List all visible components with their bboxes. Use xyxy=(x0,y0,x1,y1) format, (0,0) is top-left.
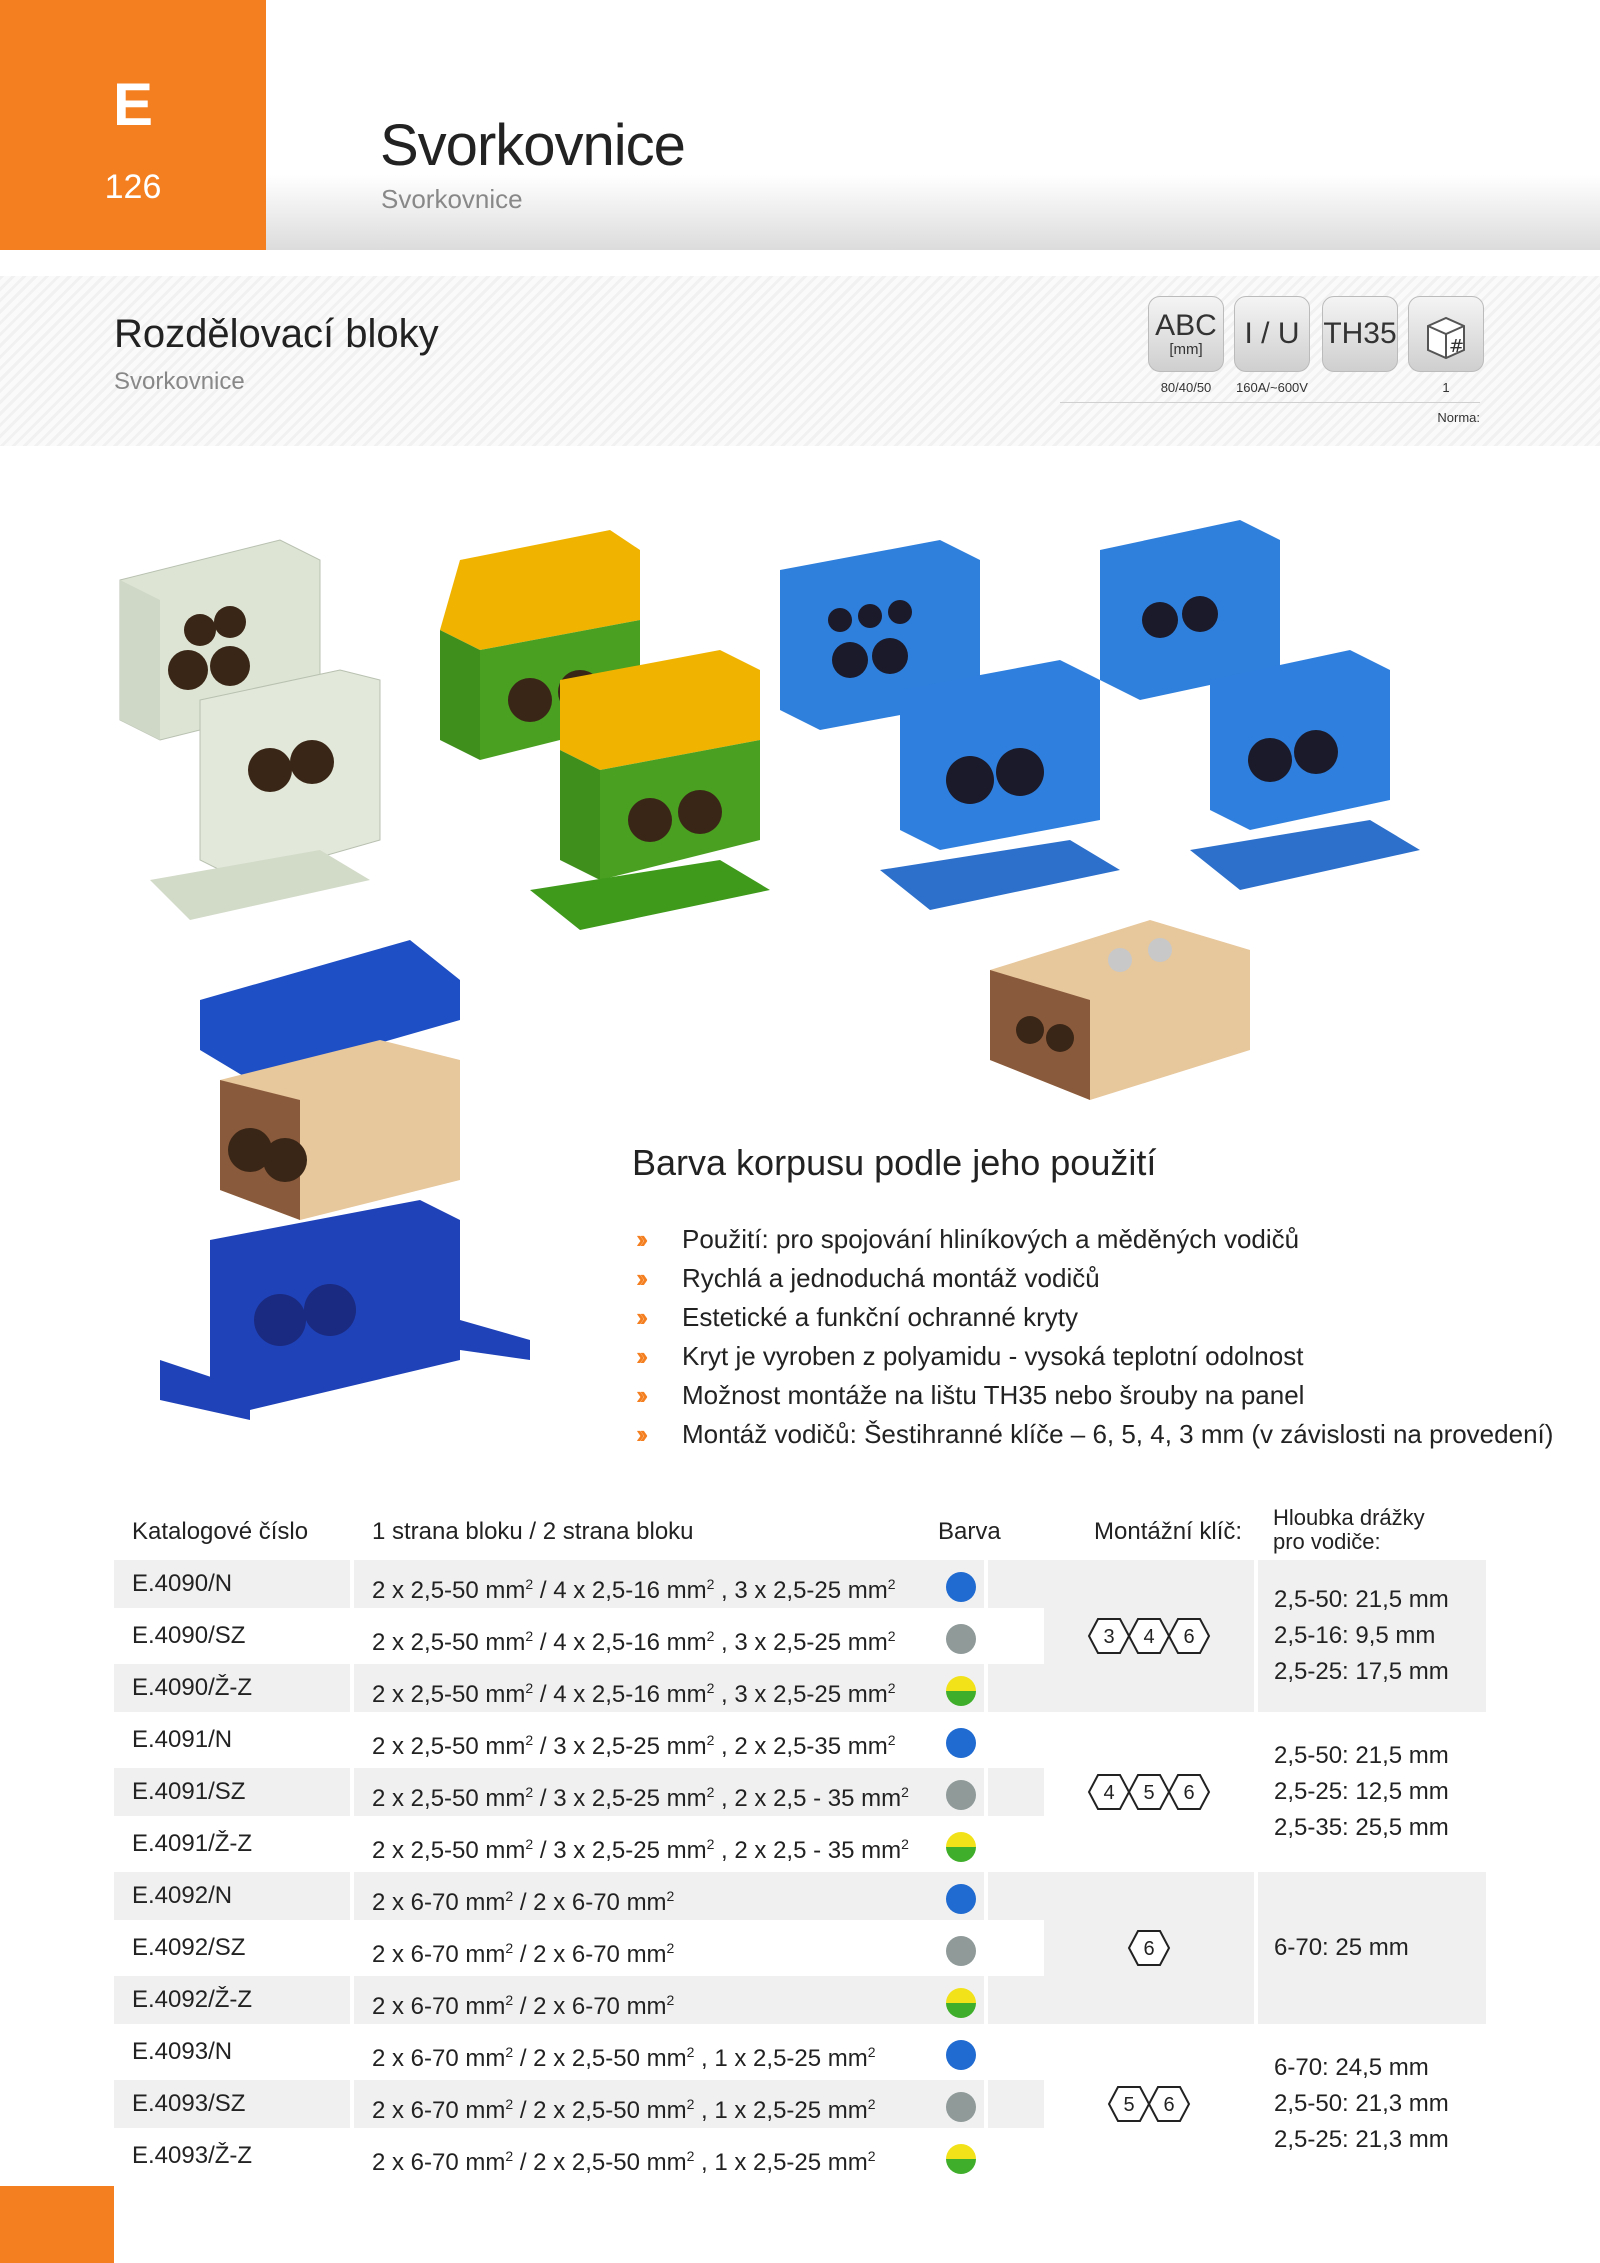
chevron-right-icon: ›› xyxy=(636,1341,644,1371)
product-subtitle: Svorkovnice xyxy=(114,368,245,395)
feature-item: ›› Možnost montáže na lištu TH35 nebo šrouby na panel xyxy=(636,1376,1553,1415)
feature-item: ›› Montáž vodičů: Šestihranné klíče – 6, 5, 4, 3 mm (v závislosti na provedení) xyxy=(636,1415,1553,1454)
feature-item: ›› Estetické a funkční ochranné kryty xyxy=(636,1298,1553,1337)
svg-text:5: 5 xyxy=(1143,1782,1155,1804)
groove-depth: 6-70: 24,5 mm 2,5-50: 21,3 mm 2,5-25: 21,3 mm xyxy=(1274,2054,1449,2153)
catalog-number: E.4091/SZ xyxy=(132,1778,246,1805)
header-sides: 1 strana bloku / 2 strana bloku xyxy=(372,1518,694,1545)
hex-key-icon xyxy=(1087,1773,1131,1811)
block-sides: 2 x 6-70 $mm^2 / 2$ x 2,5-50 $mm^2$ , 1 x 2,5-25 $mm^2$ xyxy=(372,2148,876,2176)
block-sides: 2 x 2,5-50 $mm^2 / 4$ x 2,5-16 $mm^2$ , 3 x 2,5-25 $mm^2$ xyxy=(372,1680,896,1708)
blue-block-photo xyxy=(780,520,1420,910)
groove-depth: 6-70: 25 mm xyxy=(1274,1934,1409,1961)
hex-key-icon xyxy=(1127,1617,1171,1655)
block-sides: 2 x 6-70 $mm^2 / 2$ x 6-70 $mm^2$ xyxy=(372,1992,675,2020)
block-sides: 2 x 6-70 $mm^2 / 2$ x 6-70 $mm^2$ xyxy=(372,1940,675,1968)
color-swatch xyxy=(946,1884,976,1914)
color-swatch xyxy=(946,2040,976,2070)
catalog-number: E.4093/SZ xyxy=(132,2090,246,2117)
color-swatch xyxy=(946,1780,976,1810)
hex-key-group xyxy=(1107,2085,1187,2123)
hex-key-icon xyxy=(1087,1617,1131,1655)
color-swatch xyxy=(946,1936,976,1966)
chevron-right-icon: ›› xyxy=(636,1263,644,1293)
catalog-number: E.4090/SZ xyxy=(132,1622,246,1649)
product-photo-group xyxy=(80,520,1440,940)
hex-key-icon xyxy=(1107,2085,1151,2123)
spec-divider xyxy=(1060,402,1480,403)
current-voltage-icon: I / U xyxy=(1234,296,1310,372)
chevron-right-icon: ›› xyxy=(636,1224,644,1254)
svg-text:6: 6 xyxy=(1143,1938,1155,1960)
page-title: Svorkovnice xyxy=(380,113,685,178)
header-catalog: Katalogové číslo xyxy=(132,1518,309,1545)
block-sides: 2 x 2,5-50 $mm^2 / 4$ x 2,5-16 $mm^2$ , 3 x 2,5-25 $mm^2$ xyxy=(372,1576,896,1604)
hex-key-icon xyxy=(1167,1773,1211,1811)
spec-current-value: 160A/~600V xyxy=(1236,380,1308,395)
package-icon xyxy=(1408,296,1484,372)
block-sides: 2 x 2,5-50 $mm^2 / 3$ x 2,5-25 $mm^2$ , 2 x 2,5 - 35 $mm^2$ xyxy=(372,1836,909,1864)
header-depth: Hloubka drážky pro vodiče: xyxy=(1273,1505,1425,1554)
feature-item: ›› Kryt je vyroben z polyamidu - vysoká teplotní odolnost xyxy=(636,1337,1553,1376)
catalog-number: E.4090/N xyxy=(132,1570,233,1597)
catalog-number: E.4091/Ž-Z xyxy=(132,1830,253,1857)
svg-text:6: 6 xyxy=(1183,1626,1195,1648)
page-subtitle: Svorkovnice xyxy=(381,184,523,214)
svg-text:5: 5 xyxy=(1123,2094,1135,2116)
color-swatch xyxy=(946,1572,976,1602)
header-key: Montážní klíč: xyxy=(1094,1518,1243,1545)
hex-key-icon xyxy=(1127,1929,1171,1967)
product-title: Rozdělovací bloky xyxy=(114,312,439,356)
hex-key-icon xyxy=(1147,2085,1191,2123)
svg-text:#: # xyxy=(1449,336,1465,357)
block-sides: 2 x 6-70 $mm^2 / 2$ x 2,5-50 $mm^2$ , 1 x 2,5-25 $mm^2$ xyxy=(372,2096,876,2124)
svg-text:4: 4 xyxy=(1103,1782,1115,1804)
feature-item: ›› Rychlá a jednoduchá montáž vodičů xyxy=(636,1259,1553,1298)
chevron-right-icon: ›› xyxy=(636,1302,644,1332)
hex-key-icon xyxy=(1167,1617,1211,1655)
groove-depth: 2,5-50: 21,5 mm 2,5-25: 12,5 mm 2,5-35: 25,5 mm xyxy=(1274,1742,1449,1841)
corner-tab xyxy=(0,2186,114,2263)
block-sides: 2 x 6-70 $mm^2 / 2$ x 6-70 $mm^2$ xyxy=(372,1888,675,1916)
catalog-number: E.4093/N xyxy=(132,2038,233,2065)
block-sides: 2 x 2,5-50 $mm^2 / 3$ x 2,5-25 $mm^2$ , 2 x 2,5 - 35 $mm^2$ xyxy=(372,1784,909,1812)
catalog-number: E.4090/Ž-Z xyxy=(132,1674,253,1701)
green-yellow-block-photo xyxy=(440,530,770,930)
chevron-right-icon: ›› xyxy=(636,1419,644,1449)
section-tab xyxy=(0,0,266,250)
features-list xyxy=(636,1220,1553,1454)
svg-text:6: 6 xyxy=(1163,2094,1175,2116)
catalog-number: E.4091/N xyxy=(132,1726,233,1753)
block-sides: 2 x 2,5-50 $mm^2 / 3$ x 2,5-25 $mm^2$ , 2 x 2,5-35 $mm^2$ xyxy=(372,1732,896,1760)
feature-item: ›› Použití: pro spojování hliníkových a měděných vodičů xyxy=(636,1220,1553,1259)
color-swatch xyxy=(946,1832,976,1862)
color-swatch xyxy=(946,2092,976,2122)
block-sides: 2 x 2,5-50 $mm^2 / 4$ x 2,5-16 $mm^2$ , 3 x 2,5-25 $mm^2$ xyxy=(372,1628,896,1656)
spec-package-value: 1 xyxy=(1442,380,1450,395)
hex-key-group xyxy=(1087,1773,1207,1811)
color-swatch xyxy=(946,1676,976,1706)
hex-key-icon xyxy=(1127,1773,1171,1811)
grey-block-photo xyxy=(120,540,380,920)
catalog-number: E.4092/SZ xyxy=(132,1934,246,1961)
catalog-number: E.4092/Ž-Z xyxy=(132,1986,253,2013)
section-letter: E xyxy=(112,71,154,138)
copper-core-photo xyxy=(970,910,1270,1110)
header-color: Barva xyxy=(938,1518,1001,1545)
chevron-right-icon: ›› xyxy=(636,1380,644,1410)
dimensions-icon: ABC [mm] xyxy=(1148,296,1224,372)
svg-text:6: 6 xyxy=(1183,1782,1195,1804)
spec-dimensions-value: 80/40/50 xyxy=(1160,380,1212,395)
groove-depth: 2,5-50: 21,5 mm 2,5-16: 9,5 mm 2,5-25: 17,5 mm xyxy=(1274,1586,1449,1685)
page-number: 126 xyxy=(104,168,162,206)
catalog-number: E.4093/Ž-Z xyxy=(132,2142,253,2169)
hex-key-group xyxy=(1087,1617,1207,1655)
hex-key-group xyxy=(1127,1929,1167,1967)
svg-text:4: 4 xyxy=(1143,1626,1155,1648)
color-swatch xyxy=(946,1624,976,1654)
color-swatch xyxy=(946,1988,976,2018)
features-heading: Barva korpusu podle jeho použití xyxy=(632,1142,1157,1183)
norma-label: Norma: xyxy=(1437,410,1480,425)
catalog-number: E.4092/N xyxy=(132,1882,233,1909)
exploded-block-photo xyxy=(160,920,580,1430)
block-sides: 2 x 6-70 $mm^2 / 2$ x 2,5-50 $mm^2$ , 1 x 2,5-25 $mm^2$ xyxy=(372,2044,876,2072)
color-swatch xyxy=(946,2144,976,2174)
svg-text:3: 3 xyxy=(1103,1626,1115,1648)
color-swatch xyxy=(946,1728,976,1758)
din-rail-icon: TH35 xyxy=(1322,296,1398,372)
